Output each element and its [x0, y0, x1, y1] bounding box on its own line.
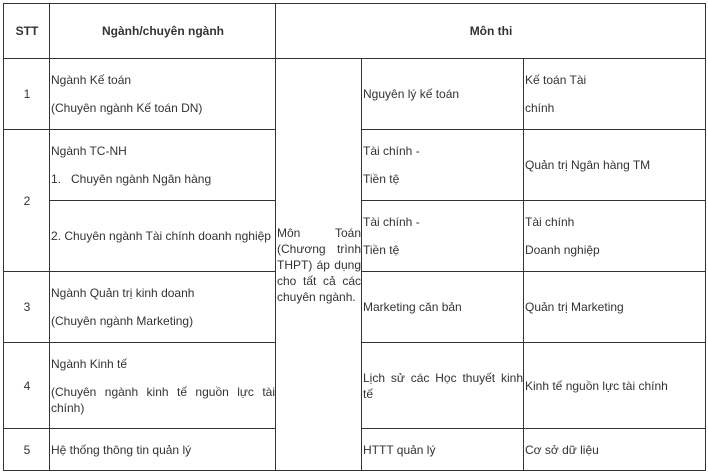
row-stt: 5: [4, 429, 50, 471]
row-major: [50, 272, 276, 343]
subject-line: Quản trị Marketing: [525, 300, 624, 314]
subject-2-cell: [524, 201, 706, 272]
table-row: [4, 59, 706, 130]
row-major: [50, 429, 276, 471]
subject-1-cell: [362, 201, 524, 272]
major-sub-label: 2. Chuyên ngành Tài chính doanh nghiệp: [51, 229, 271, 243]
row-stt: 4: [4, 343, 50, 429]
subject-line: chính: [525, 101, 555, 115]
major-line: Ngành Quản trị kinh doanh: [51, 286, 195, 300]
subject-2-cell: [524, 272, 706, 343]
subject-2-cell: [524, 343, 706, 429]
subject-line: Lịch sử các Học thuyết kinh tế: [363, 370, 523, 401]
subject-line: Tiền tệ: [363, 172, 400, 186]
subject-line: Quản trị Ngân hàng TM: [525, 158, 651, 172]
subject-line: Cơ sở dữ liệu: [525, 442, 599, 457]
header-stt: STT: [4, 4, 50, 59]
admission-subjects-table: [3, 3, 706, 471]
subject-1-cell: [362, 59, 524, 130]
row-stt: 2: [4, 130, 50, 272]
major-line: Hệ thống thông tin quản lý: [51, 442, 192, 457]
subject-2-cell: [524, 429, 706, 471]
row-major: [50, 130, 276, 201]
subject-line: Tài chính -: [363, 144, 420, 158]
general-subject-cell: Môn Toán (Chương trình THPT) áp dụng cho tất cả các chuyên ngành.: [276, 59, 362, 471]
subject-1-cell: [362, 343, 524, 429]
subject-line: Kinh tế nguồn lực tài chính: [525, 378, 668, 393]
subject-1-cell: [362, 429, 524, 471]
major-sub-label: Chuyên ngành Ngân hàng: [71, 172, 212, 186]
subject-line: Marketing căn bản: [363, 300, 462, 314]
row-stt: 3: [4, 272, 50, 343]
header-row: [4, 4, 706, 59]
header-subjects: Môn thi: [276, 4, 706, 59]
row-stt: 1: [4, 59, 50, 130]
subject-1-cell: [362, 130, 524, 201]
major-line: Ngành Kế toán: [51, 73, 132, 87]
subject-line: Tài chính -: [363, 215, 420, 229]
subject-line: Kế toán Tài: [525, 73, 587, 87]
major-line: [51, 171, 275, 187]
subject-line: Tài chính: [525, 215, 575, 229]
subject-line: HTTT quản lý: [363, 442, 436, 457]
subject-line: Nguyên lý kế toán: [363, 87, 460, 101]
row-major: [50, 201, 276, 272]
major-line: (Chuyên ngành kinh tế nguồn lực tài chính): [51, 384, 275, 415]
list-number: 1.: [51, 172, 62, 186]
major-line: Ngành Kinh tế: [51, 356, 128, 371]
row-major: [50, 59, 276, 130]
header-major: Ngành/chuyên ngành: [50, 4, 276, 59]
subject-2-cell: [524, 59, 706, 130]
major-line: (Chuyên ngành Kế toán DN): [51, 101, 203, 115]
subject-1-cell: [362, 272, 524, 343]
row-major: [50, 343, 276, 429]
subject-line: Doanh nghiệp: [525, 243, 600, 257]
major-line: (Chuyên ngành Marketing): [51, 314, 194, 328]
subject-2-cell: [524, 130, 706, 201]
subject-line: Tiền tệ: [363, 243, 400, 257]
major-line: Ngành TC-NH: [51, 144, 127, 158]
